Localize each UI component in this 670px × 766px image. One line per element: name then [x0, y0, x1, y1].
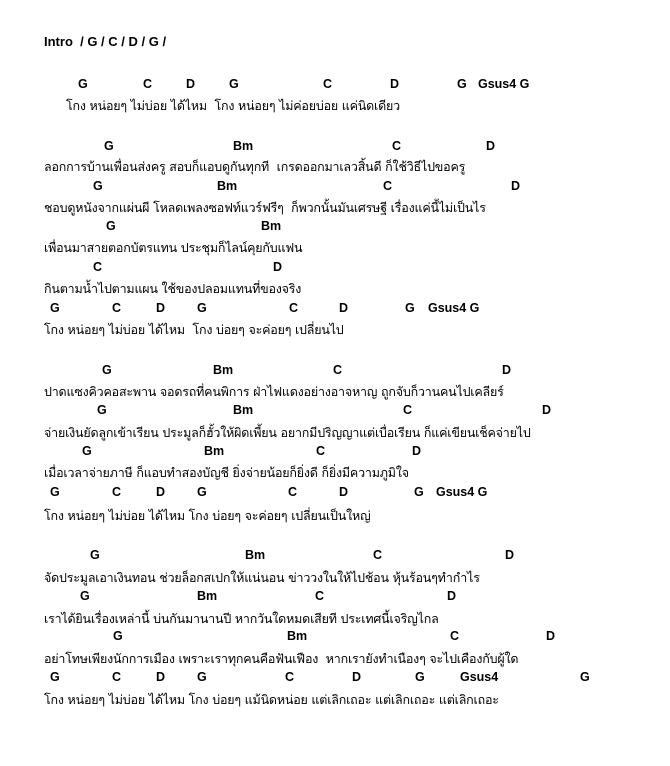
chord: G — [50, 485, 60, 499]
chord: C — [373, 548, 383, 562]
lyric-line: ปาดแซงคิวคอสะพาน จอดรถที่คนพิการ ฝ่าไฟแดงอย่างอาจหาญ ถูกจับก็วานคนไปเคลียร์ — [44, 384, 504, 399]
chord: Gsus4 G — [478, 77, 530, 91]
chord: Gsus4 G — [428, 301, 480, 315]
chord: G — [197, 670, 207, 684]
chord: C — [450, 629, 460, 643]
chord: G — [93, 179, 103, 193]
chord: G — [197, 485, 207, 499]
chord: G — [580, 670, 590, 684]
chord: G — [97, 403, 107, 417]
chord: G — [229, 77, 239, 91]
chord: G — [102, 363, 112, 377]
chord: D — [412, 444, 422, 458]
chord: D — [542, 403, 552, 417]
chord: C — [143, 77, 153, 91]
chord: G — [50, 670, 60, 684]
chord: D — [156, 670, 166, 684]
chord: D — [390, 77, 400, 91]
chord: G — [113, 629, 123, 643]
chord: C — [112, 301, 122, 315]
chord: D — [447, 589, 457, 603]
chord: Bm — [233, 139, 254, 153]
chord: D — [486, 139, 496, 153]
lyric-line: โกง หน่อยๆ ไม่บ่อย ได้ไหม โกง บ่อยๆ แม้นิดหน่อย แต่เลิกเถอะ แต่เลิกเถอะ แต่เลิกเถอะ — [44, 692, 499, 707]
chord: Bm — [245, 548, 266, 562]
lyric-line: กินตามน้ำไปตามแผน ใช้ของปลอมแทนที่ของจริง — [44, 281, 302, 296]
chord: C — [289, 301, 299, 315]
chord: Bm — [197, 589, 218, 603]
chord: C — [316, 444, 326, 458]
chord: Gsus4 — [460, 670, 499, 684]
chord: G — [104, 139, 114, 153]
lyric-line: โกง หน่อยๆ ไม่บ่อย ได้ไหม โกง หน่อยๆ ไม่ค่อยบ่อย แค่นิดเดียว — [66, 98, 400, 113]
chord: Gsus4 G — [436, 485, 488, 499]
chord: G — [457, 77, 467, 91]
chord: D — [502, 363, 512, 377]
chord: G — [106, 219, 116, 233]
chord: C — [383, 179, 393, 193]
chord: D — [339, 485, 349, 499]
chord: Bm — [287, 629, 308, 643]
chord: D — [511, 179, 521, 193]
chord: D — [156, 301, 166, 315]
chord: G — [50, 301, 60, 315]
chord: C — [112, 485, 122, 499]
chord: C — [403, 403, 413, 417]
lyric-line: เราได้ยินเรื่องเหล่านี้ บ่นกันมานานปี หากวันใดหมดเสียที ประเทศนี้เจริญไกล — [44, 611, 439, 626]
lyric-line: โกง หน่อยๆ ไม่บ่อย ได้ไหม โกง บ่อยๆ จะค่อยๆ เปลี่ยนเป็นใหญ่ — [44, 508, 371, 523]
chord: C — [315, 589, 325, 603]
chord: Bm — [204, 444, 225, 458]
chord: C — [285, 670, 295, 684]
chord: D — [186, 77, 196, 91]
chord: D — [546, 629, 556, 643]
chord: D — [273, 260, 283, 274]
chord: G — [414, 485, 424, 499]
lyric-line: จัดประมูลเอาเงินทอน ช่วยล็อกสเปกให้แน่นอน ข่าววงในให้ไปช้อน หุ้นร้อนๆทำกำไร — [44, 570, 480, 585]
chord: Bm — [213, 363, 234, 377]
chord: D — [352, 670, 362, 684]
chord: Bm — [217, 179, 238, 193]
chord: D — [505, 548, 515, 562]
chord: C — [323, 77, 333, 91]
chord: G — [78, 77, 88, 91]
chord: G — [80, 589, 90, 603]
lyric-line: จ่ายเงินยัดลูกเข้าเรียน ประมูลก็ฮั้วให้ผิดเพี้ยน อยากมีปริญญาแต่เบื่อเรียน ก็แค่เขียนเช็คจ่ายไป — [44, 425, 531, 440]
lyric-line: เพื่อนมาสายตอกบัตรแทน ประชุมก็ไลน์คุยกับแฟน — [44, 240, 303, 255]
chord: C — [392, 139, 402, 153]
chord: C — [288, 485, 298, 499]
chord: G — [405, 301, 415, 315]
lyric-line: ชอบดูหนังจากแผ่นผี โหลดเพลงซอฟท์แวร์ฟรีๆ ก็พวกนั้นมันเศรษฐี เรื่องแค่นี้ไม่เป็นไร — [44, 200, 486, 215]
lyric-line: อย่าโทษเพียงนักการเมือง เพราะเราทุกคนคือฟันเฟือง หากเรายังทำเนืองๆ จะไปเคืองกับผู้ใด — [44, 651, 519, 666]
chord: G — [415, 670, 425, 684]
lyric-line: โกง หน่อยๆ ไม่บ่อย ได้ไหม โกง บ่อยๆ จะค่อยๆ เปลี่ยนไป — [44, 322, 344, 337]
chord: G — [197, 301, 207, 315]
chord: Bm — [233, 403, 254, 417]
lyric-line: เมื่อเวลาจ่ายภาษี ก็แอบทำสองบัญชี ยิ่งจ่ายน้อยก็ยิ่งดี ก็ยิ่งมีความภูมิใจ — [44, 465, 409, 480]
chord: C — [333, 363, 343, 377]
chord: C — [93, 260, 103, 274]
chord: Bm — [261, 219, 282, 233]
lyric-line: ลอกการบ้านเพื่อนส่งครู สอบก็แอบดูกันทุกที เกรดออกมาเลวสิ้นดี ก็ใช้วิธีไปขอครู — [44, 159, 466, 174]
intro-chords: Intro / G / C / D / G / — [44, 34, 167, 49]
chord: G — [82, 444, 92, 458]
chord: D — [156, 485, 166, 499]
chord: G — [90, 548, 100, 562]
chord: C — [112, 670, 122, 684]
chord: D — [339, 301, 349, 315]
